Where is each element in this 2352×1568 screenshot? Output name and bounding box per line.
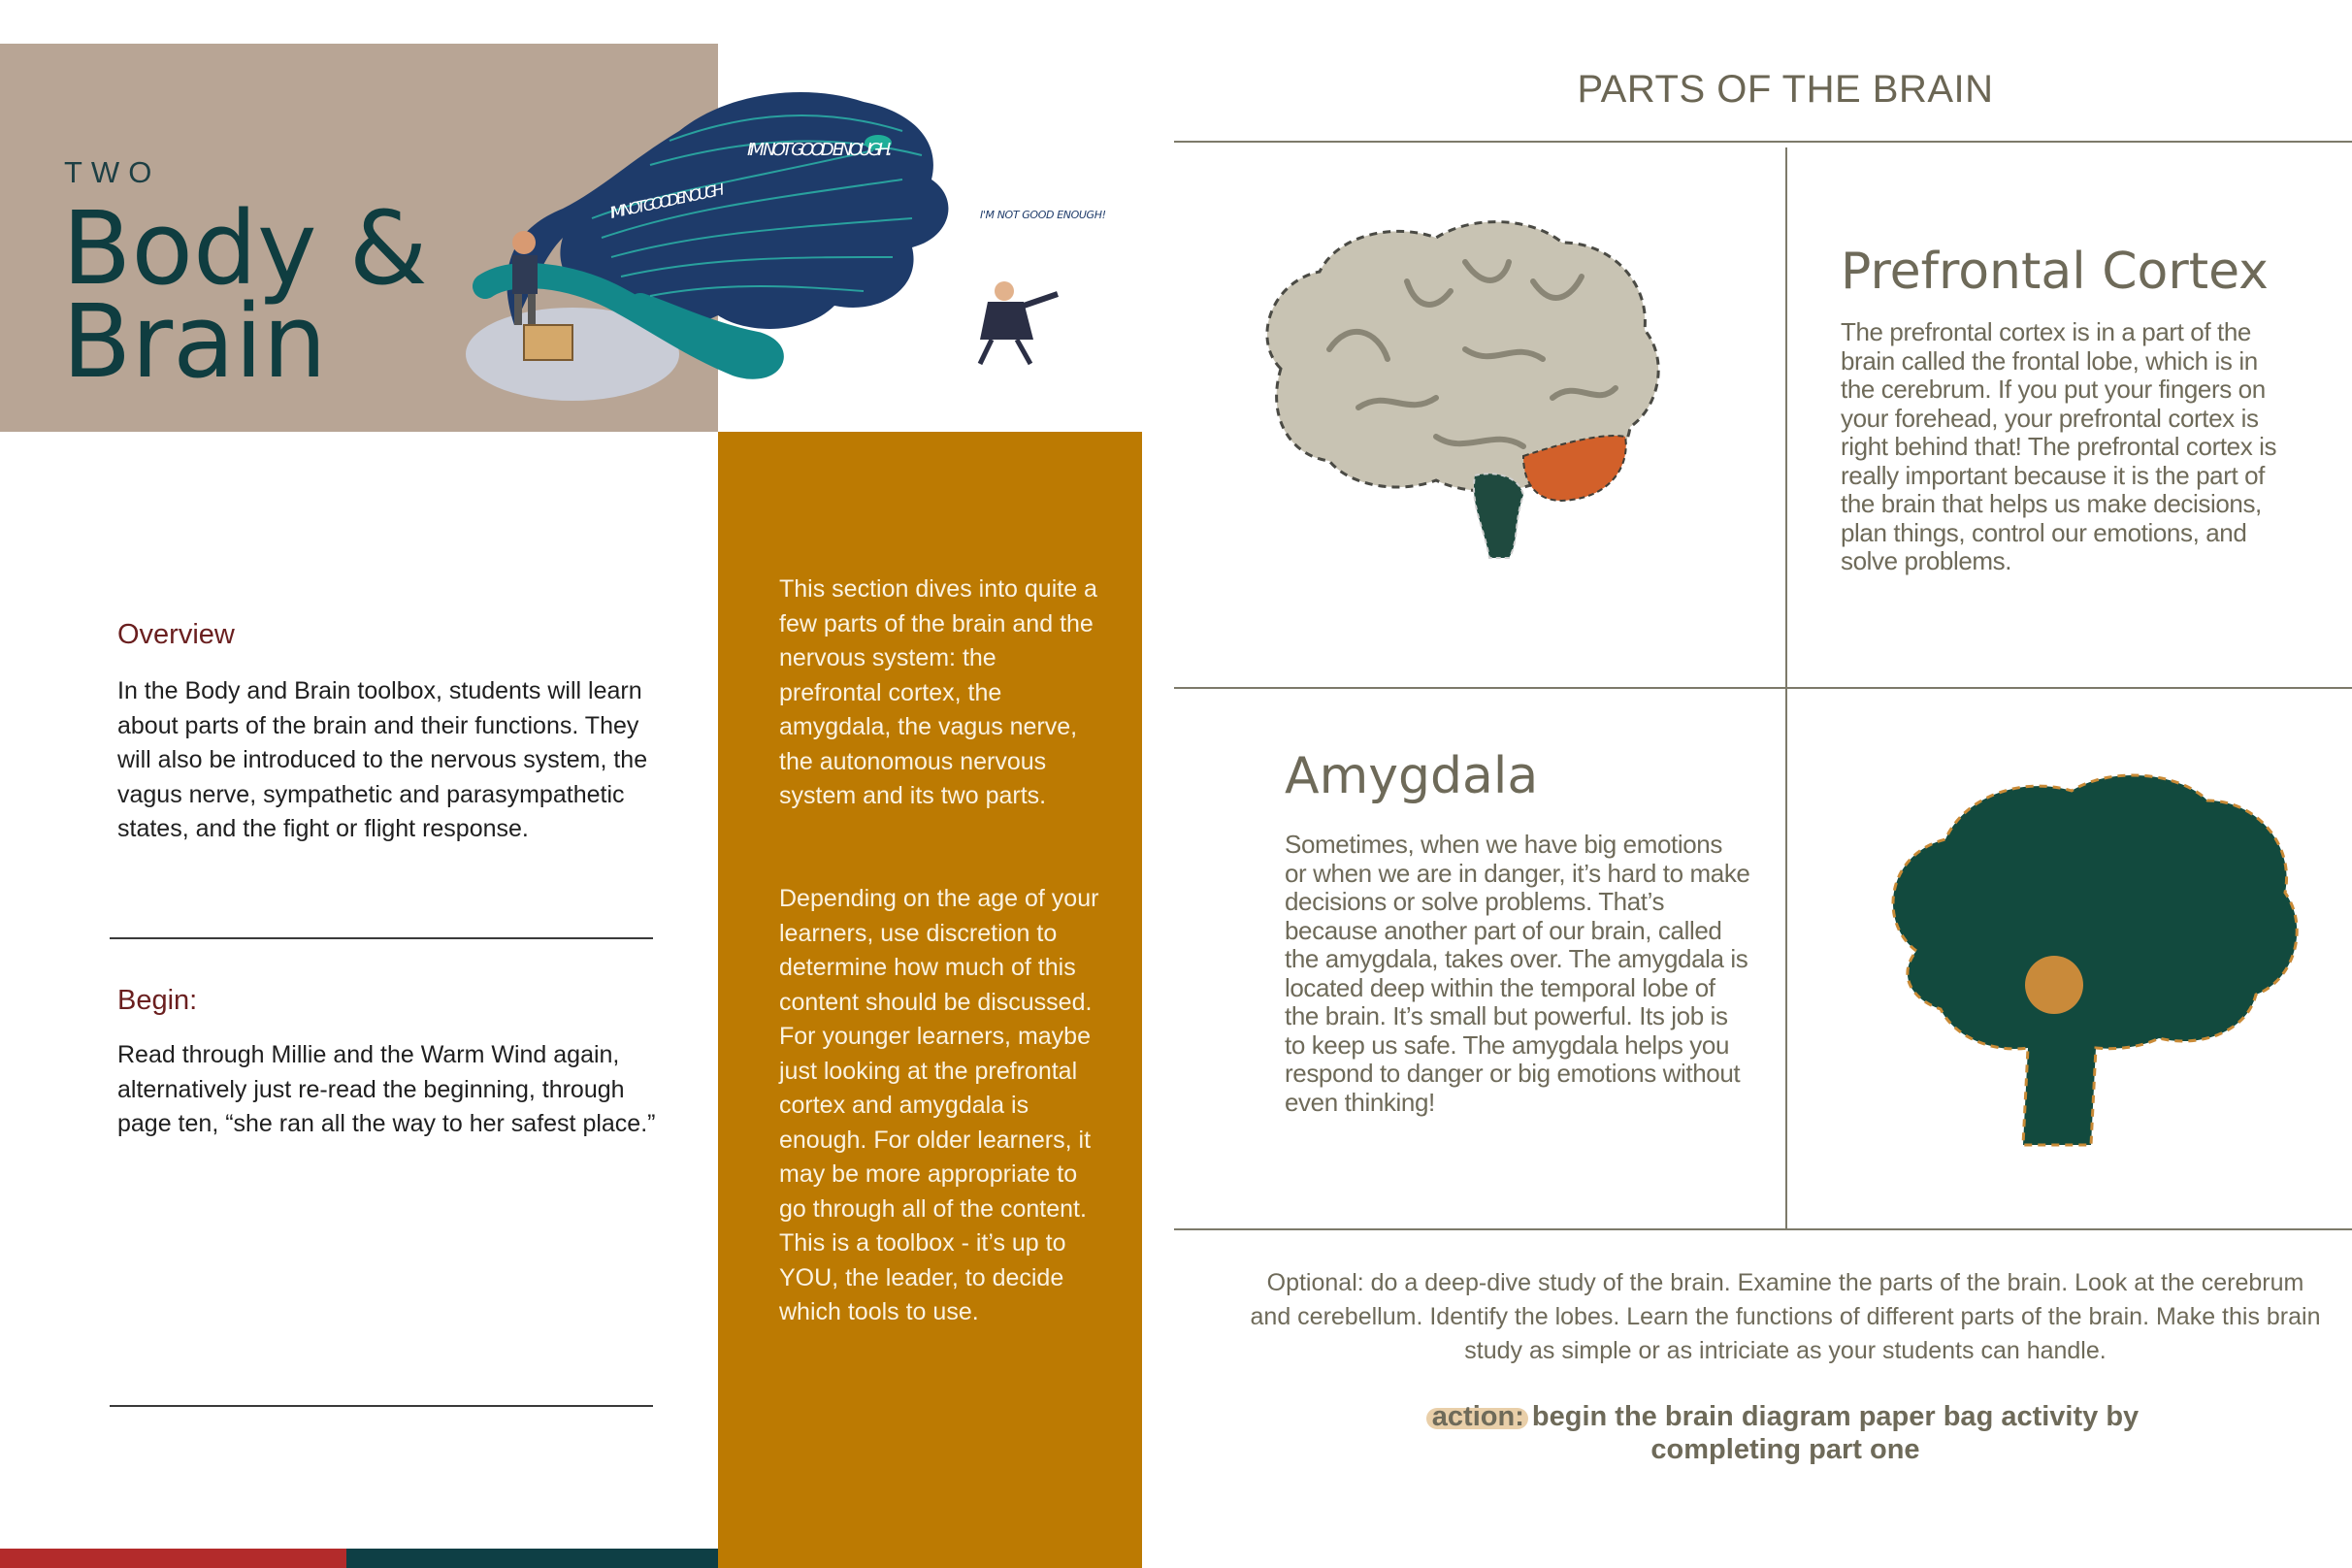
prefrontal-cortex-body: The prefrontal cortex is in a part of the brain called the frontal lobe, which is in the cerebrum. If you put your fingers on your forehead, your prefrontal cortex is right behind that! The prefrontal cortex is really important because it is the part of the brain that helps us make decisions, plan things, control our emotions, and solve problems. <box>1841 317 2277 575</box>
action-text: begin the brain diagram paper bag activity by completing part one <box>1531 1401 2140 1465</box>
storm-cloud-illustration <box>456 73 1126 422</box>
amygdala-dot <box>2025 956 2083 1014</box>
thought-bubble-1: I'M NOT GOOD ENOUGH. <box>747 140 893 160</box>
prefrontal-cortex-title: Prefrontal Cortex <box>1841 243 2269 301</box>
action-label: action: <box>1431 1401 1524 1432</box>
grid-line <box>1174 1228 2352 1230</box>
amygdala-title: Amygdala <box>1285 747 1539 805</box>
overview-heading: Overview <box>117 619 235 650</box>
brain-silhouette <box>1893 775 2297 1145</box>
man-figure <box>512 231 538 325</box>
thought-bubble-3: I'M NOT GOOD ENOUGH! <box>980 209 1106 221</box>
grid-line <box>1785 147 1787 1228</box>
grid-line <box>1174 687 2352 689</box>
brain-stem-shape <box>1474 474 1523 558</box>
optional-note: Optional: do a deep-dive study of the brain. Examine the parts of the brain. Look at the cerebrum and cerebellum. Identify the lobes. Learn the functions of different parts of the brain. Make this brain study as simple or as intriciate as your students can handle. <box>1250 1269 2321 1364</box>
brain-green-icon <box>1858 757 2314 1164</box>
parts-of-brain-title: PARTS OF THE BRAIN <box>1577 68 1994 111</box>
begin-heading: Begin: <box>117 985 198 1016</box>
girl-figure <box>980 281 1058 364</box>
divider <box>110 1405 653 1407</box>
brain-gray-icon <box>1242 204 1679 572</box>
action-line <box>1407 1400 2164 1466</box>
section-title <box>62 189 428 401</box>
footer-strip-teal <box>346 1549 718 1568</box>
amygdala-body: Sometimes, when we have big emotions or when we are in danger, it’s hard to make decisions or solve problems. That’s because another part of our brain, called the amygdala, takes over. The amygdala is located deep within the temporal lobe of the brain. It’s small but powerful. Its job is to keep us safe. The amygdala helps you respond to danger or big emotions without even thinking! <box>1285 830 1750 1117</box>
overview-body: In the Body and Brain toolbox, students will learn about parts of the brain and their functions. They will also be introduced to the nervous system, the vagus nerve, sympathetic and parasympathetic states, and the fight or flight response. <box>117 677 648 842</box>
sidebar-paragraph-2: Depending on the age of your learners, use discretion to determine how much of this content should be discussed. For younger learners, maybe just looking at the prefrontal cortex and amygdala is enough. For older learners, it may be more appropriate to go through all of the content. This is a toolbox - it’s up to YOU, the leader, to decide which tools to use. <box>779 885 1099 1325</box>
sidebar-paragraph-1: This section dives into quite a few parts of the brain and the nervous system: the prefrontal cortex, the amygdala, the vagus nerve, the autonomous nervous system and its two parts. <box>779 575 1097 809</box>
thought-bubble-2: I'M NOT GOOD ENOUGH <box>607 180 727 222</box>
section-title-line-1: Body & <box>62 189 428 308</box>
section-number: TWO <box>64 155 161 189</box>
section-title-line-2: Brain <box>62 282 327 401</box>
begin-body: Read through Millie and the Warm Wind again, alternatively just re-read the beginning, through page ten, “she ran all the way to her safest place.” <box>117 1041 656 1137</box>
treasure-chest <box>524 325 572 360</box>
divider <box>110 937 653 939</box>
grid-line <box>1174 141 2352 143</box>
footer-strip-red <box>0 1549 346 1568</box>
